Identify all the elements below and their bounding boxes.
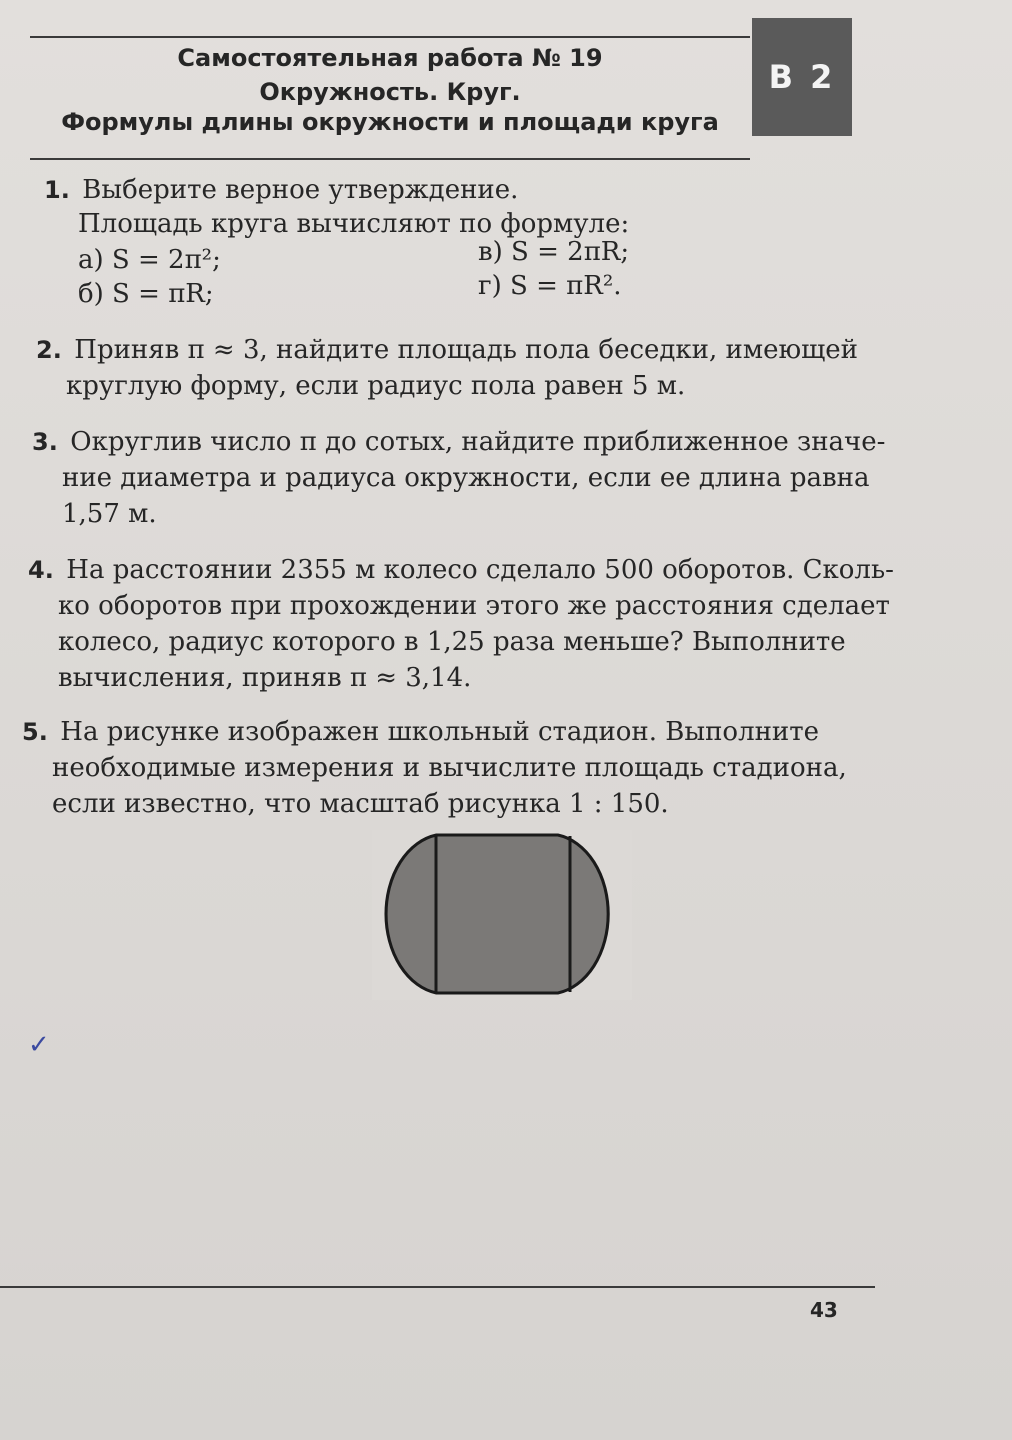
worksheet-header: [40, 38, 740, 158]
variant-badge: В 2: [752, 18, 852, 136]
task-text-line: колесо, радиус которого в 1,25 раза меньше? Выполните: [58, 627, 846, 657]
task-text-line: круглую форму, если радиус пола равен 5 м.: [66, 371, 686, 401]
option-b: б) S = πR;: [78, 279, 214, 309]
worksheet-topic: Формулы длины окружности и площади круга: [61, 108, 719, 136]
stadium-shape: [372, 830, 632, 1000]
task-3: [32, 424, 886, 534]
option-a: а) S = 2π²;: [78, 245, 221, 275]
task-text-line: Приняв π ≈ 3, найдите площадь пола беседки, имеющей: [74, 335, 858, 365]
task-number: 2.: [36, 336, 62, 364]
task-text-line: На рисунке изображен школьный стадион. Выполните: [60, 717, 820, 747]
page-number: 43: [810, 1298, 838, 1322]
task-5: [22, 714, 892, 824]
task-number: 3.: [32, 428, 58, 456]
task-number: 5.: [22, 718, 48, 746]
footer-rule: [0, 1286, 875, 1288]
worksheet-subtitle: Окружность. Круг.: [259, 78, 521, 106]
task-text-line: Округлив число π до сотых, найдите приближенное значе-: [70, 427, 886, 457]
task-text-line: вычисления, приняв π ≈ 3,14.: [58, 663, 472, 693]
task-number: 4.: [28, 556, 54, 584]
header-rule-bottom: [30, 158, 750, 160]
task-1: [44, 172, 864, 312]
option-v: в) S = 2πR;: [478, 237, 630, 267]
task-text-line: Площадь круга вычисляют по формуле:: [78, 209, 630, 239]
task-text-line: ко оборотов при прохождении этого же расстояния сделает: [58, 591, 890, 621]
option-g: г) S = πR².: [478, 271, 622, 301]
task-text-line: На расстоянии 2355 м колесо сделало 500 оборотов. Сколь-: [66, 555, 894, 585]
task-text-line: необходимые измерения и вычислите площадь стадиона,: [52, 753, 847, 783]
task-text-line: если известно, что масштаб рисунка 1 : 150.: [52, 789, 669, 819]
task-4: [28, 552, 894, 702]
task-2: [36, 332, 876, 412]
task-number: 1.: [44, 176, 70, 204]
pencil-check-mark-icon: ✓: [28, 1030, 50, 1060]
task-text-line: Выберите верное утверждение.: [82, 175, 519, 205]
task-text-line: 1,57 м.: [62, 499, 157, 529]
task-text-line: ние диаметра и радиуса окружности, если ее длина равна: [62, 463, 870, 493]
worksheet-title: Самостоятельная работа № 19: [177, 44, 603, 72]
